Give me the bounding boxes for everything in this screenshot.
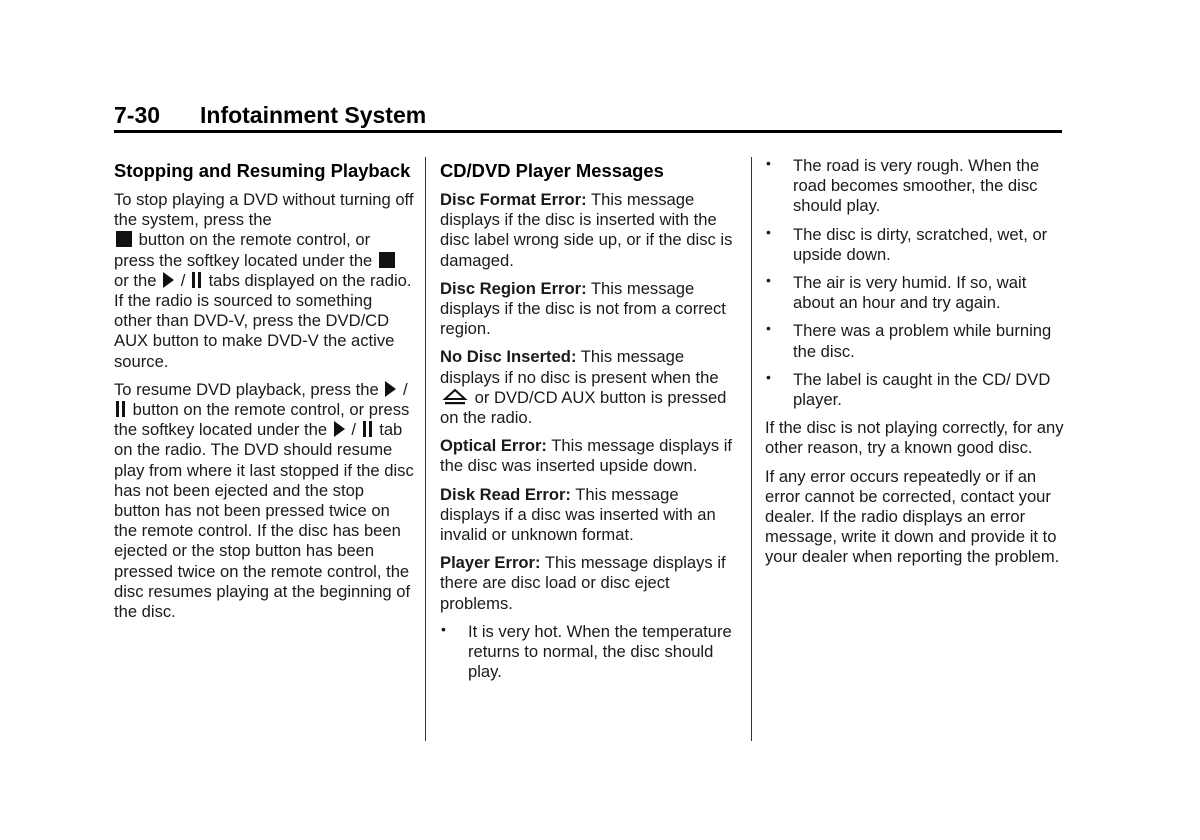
message-term: No Disc Inserted: (440, 347, 577, 367)
page-header (114, 100, 1062, 133)
text-segment: / (351, 420, 356, 440)
list-item (765, 370, 1065, 410)
column-divider-right (751, 157, 752, 741)
message-term: Player Error: (440, 553, 541, 573)
pause-icon (192, 272, 202, 288)
message-disc-format-error (440, 190, 736, 271)
column-right (765, 156, 1065, 576)
paragraph-try-known-disc: If the disc is not playing correctly, for any other reason, try a known good disc. (765, 418, 1064, 458)
paragraph-resume-dvd (114, 380, 414, 622)
message-optical-error (440, 436, 736, 476)
message-disc-region-error (440, 279, 736, 340)
list-item (765, 156, 1065, 217)
column-left (114, 160, 414, 630)
text-segment: button on the remote control, or press the softkey located under the (114, 400, 410, 440)
message-text: This message displays if there are disc load or disc eject problems. (440, 553, 726, 613)
column-middle (440, 160, 736, 690)
text-segment: / (402, 379, 408, 399)
list-item-text: It is very hot. When the temperature returns to normal, the disc should play. (468, 621, 732, 682)
list-item-text: The road is very rough. When the road becomes smoother, the disc should play. (793, 156, 1040, 216)
message-no-disc-inserted (440, 347, 736, 428)
play-icon (385, 381, 396, 397)
bullet-icon: • (766, 368, 771, 385)
list-item-text: The air is very humid. If so, wait about an hour and try again. (793, 273, 1027, 313)
message-player-error (440, 553, 736, 614)
list-item (765, 225, 1065, 265)
list-item (765, 273, 1065, 313)
page-number: 7-30 (114, 102, 161, 128)
message-term: Disk Read Error: (440, 484, 571, 504)
list-item-text: The label is caught in the CD/ DVD player. (793, 369, 1051, 410)
column-divider-left (425, 157, 426, 741)
list-item (440, 622, 736, 683)
message-disk-read-error (440, 485, 736, 546)
message-text: or DVD/CD AUX button is pressed on the radio. (440, 387, 727, 428)
text-segment: button on the remote control, or press the softkey located under the (114, 230, 373, 270)
list-item-text: There was a problem while burning the disc. (793, 321, 1052, 361)
cause-list (440, 622, 736, 683)
bullet-icon: • (766, 272, 771, 289)
bullet-icon: • (441, 620, 446, 637)
stop-icon (379, 252, 395, 268)
paragraph-stop-dvd (114, 190, 414, 372)
pause-icon (116, 401, 126, 417)
list-item (765, 321, 1065, 361)
stop-icon (116, 231, 132, 247)
text-segment: To resume DVD playback, press the (114, 379, 379, 399)
message-term: Disc Region Error: (440, 278, 587, 298)
text-segment: tabs displayed on the radio. If the radio is sourced to something other than DVD-V, press the DVD/CD AUX button to make DVD-V the active source. (114, 270, 412, 371)
eject-icon (442, 388, 468, 406)
list-item-text: The disc is dirty, scratched, wet, or upside down. (793, 224, 1048, 264)
text-segment: tab on the radio. The DVD should resume play from where it last stopped if the disc has not been ejected and the stop button has not been pressed twice on the remote control. If the disc has been ejected or the stop button has been pressed twice on the remote control, the disc resumes playing at the beginning of the disc. (114, 420, 414, 622)
heading-stopping-resuming: Stopping and Resuming Playback (114, 160, 411, 181)
section-title: Infotainment System (200, 102, 427, 128)
bullet-icon: • (766, 320, 771, 337)
message-text: This message displays if the disc is not from a correct region. (440, 278, 726, 339)
text-segment: / (180, 270, 186, 290)
message-text: This message displays if the disc was inserted upside down. (440, 436, 733, 476)
message-term: Disc Format Error: (440, 190, 587, 209)
pause-icon (363, 421, 373, 437)
message-text: This message displays if no disc is present when the (440, 347, 719, 387)
heading-player-messages: CD/DVD Player Messages (440, 160, 664, 181)
text-segment: or the (114, 270, 157, 290)
message-term: Optical Error: (440, 436, 547, 456)
message-text: This message displays if a disc was inserted with an invalid or unknown format. (440, 484, 716, 545)
play-icon (334, 421, 345, 437)
bullet-icon: • (766, 155, 771, 171)
cause-list-continued (765, 156, 1065, 410)
play-icon (163, 272, 174, 288)
paragraph-contact-dealer: If any error occurs repeatedly or if an error cannot be corrected, contact your dealer. If the radio displays an error message, write it down and provide it to your dealer when reporting the problem. (765, 466, 1060, 567)
bullet-icon: • (766, 223, 771, 240)
text-segment: To stop playing a DVD without turning off the system, press the (114, 190, 414, 230)
message-text: This message displays if the disc is inserted with the disc label wrong side up, or if the disc is damaged. (440, 190, 733, 270)
